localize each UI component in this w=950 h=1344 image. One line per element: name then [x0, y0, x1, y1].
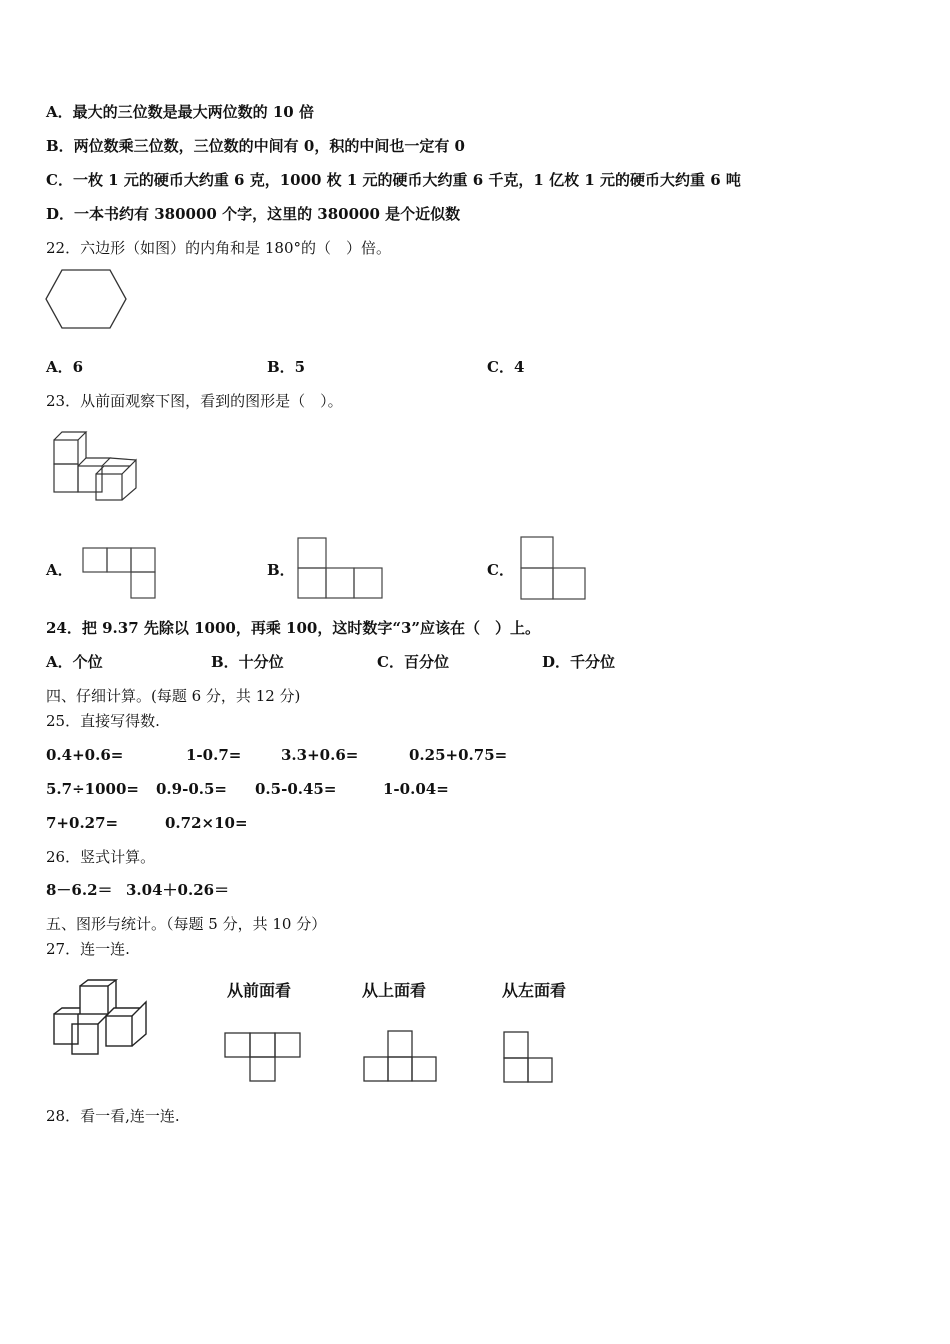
q25-item: 0.9-0.5= — [156, 780, 227, 798]
view-label-top: 从上面看 — [362, 981, 427, 1000]
q22-option-b: B．5 — [267, 358, 306, 376]
q21-option-b: B．两位数乘三位数，三位数的中间有 0，积的中间也一定有 0 — [46, 137, 465, 155]
q25-item: 0.4+0.6= — [46, 746, 124, 764]
q25-item: 0.72×10= — [165, 814, 248, 832]
q25-item: 5.7÷1000= — [46, 780, 139, 798]
q25-item: 0.25+0.75= — [409, 746, 508, 764]
section-5-heading: 五、图形与统计。（每题 5 分，共 10 分） — [46, 915, 327, 933]
section-4-heading: 四、仔细计算。(每题 6 分，共 12 分) — [46, 687, 301, 705]
q25-item: 1-0.04= — [383, 780, 449, 798]
q25-item: 1-0.7= — [186, 746, 242, 764]
q23-option-a-label: A． — [46, 561, 73, 579]
cube-stack-figure — [48, 428, 143, 504]
q24-option-c: C．百分位 — [377, 653, 449, 671]
q25-item: 3.3+0.6= — [281, 746, 359, 764]
q27-solid-figure — [50, 978, 150, 1058]
q21-option-a: A．最大的三位数是最大两位数的 10 倍 — [46, 103, 314, 121]
q24-option-a: A．个位 — [46, 653, 103, 671]
view-label-front: 从前面看 — [227, 981, 292, 1000]
q25-item: 0.5-0.45= — [255, 780, 337, 798]
q25-stem: 25．直接写得数. — [46, 712, 160, 730]
q22-option-c: C．4 — [487, 358, 525, 376]
q21-option-d: D．一本书约有 380000 个字，这里的 380000 是个近似数 — [46, 205, 461, 223]
q23-option-c-label: C． — [487, 561, 514, 579]
q24-option-b: B．十分位 — [211, 653, 284, 671]
q24-option-d: D．千分位 — [542, 653, 616, 671]
q28-stem: 28．看一看,连一连. — [46, 1107, 180, 1125]
hexagon-figure — [44, 268, 128, 332]
view-top-shape — [362, 1029, 442, 1085]
q23-option-a-figure — [82, 547, 160, 599]
q26-item: 8－6.2＝ — [46, 881, 113, 899]
q23-option-c-figure — [520, 536, 588, 600]
q23-option-b-label: B． — [267, 561, 295, 579]
q27-stem: 27．连一连. — [46, 940, 130, 958]
q21-option-c: C．一枚 1 元的硬币大约重 6 克，1000 枚 1 元的硬币大约重 6 千克，1 亿枚 1 元的硬币大约重 6 吨 — [46, 171, 741, 189]
q22-stem: 22．六边形（如图）的内角和是 180°的（ ）倍。 — [46, 239, 391, 257]
view-front-shape — [223, 1031, 303, 1085]
q22-option-a: A．6 — [46, 358, 84, 376]
q25-item: 7+0.27= — [46, 814, 119, 832]
q26-stem: 26．竖式计算。 — [46, 848, 156, 866]
view-label-left: 从左面看 — [502, 981, 567, 1000]
view-left-shape — [502, 1030, 558, 1086]
q23-option-b-figure — [297, 537, 387, 599]
q24-stem: 24．把 9.37 先除以 1000，再乘 100，这时数字“3”应该在（ ）上。 — [46, 619, 541, 637]
q26-item: 3.04＋0.26＝ — [126, 881, 230, 899]
q23-stem: 23．从前面观察下图，看到的图形是（ ）。 — [46, 392, 343, 410]
